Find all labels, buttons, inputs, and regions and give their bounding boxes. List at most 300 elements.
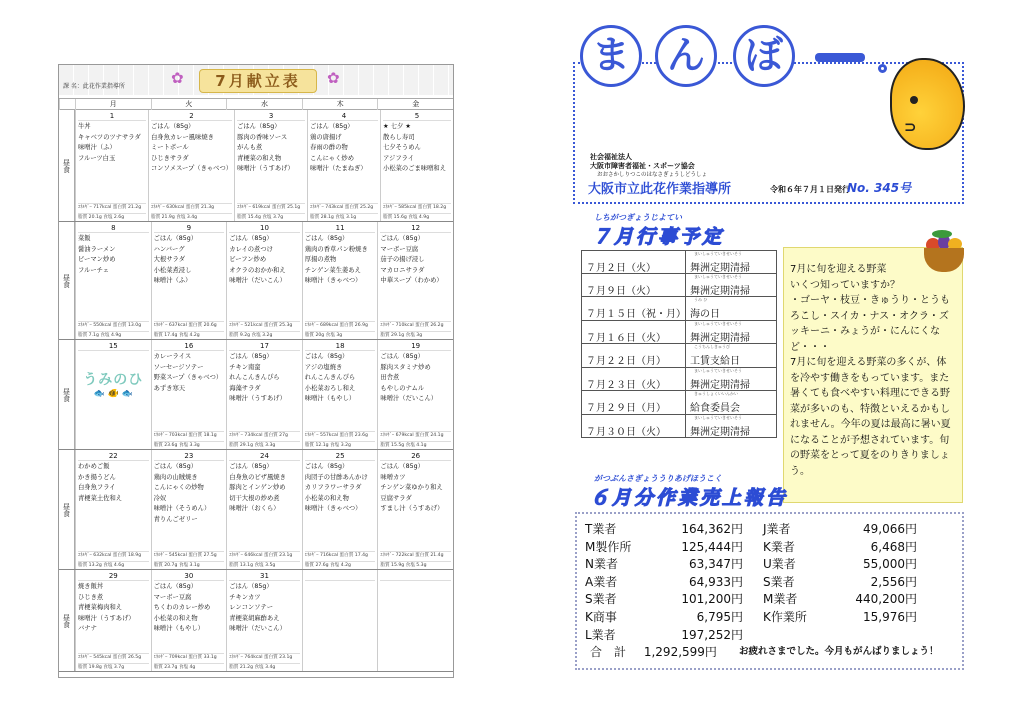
- meal-label: 昼食: [59, 570, 75, 671]
- event-name-cell: [686, 274, 778, 297]
- dish: 厚揚の煮物: [304, 256, 337, 263]
- event-name: 舞洲定期清掃: [690, 379, 750, 391]
- total-value: 1,292,599円: [643, 645, 717, 659]
- sales-amount: 164,362円: [681, 522, 743, 536]
- dish: 醤油ラーメン: [78, 245, 116, 253]
- nutrition-fat-salt: 脂質 15.5g 食塩 4.1g: [380, 441, 451, 448]
- nutrition-energy: ｴﾈﾙｷﾞｰ 585kcal 蛋白質 18.2g: [383, 203, 451, 210]
- dish: フルーツ白玉: [78, 154, 116, 162]
- nutrition-energy: ｴﾈﾙｷﾞｰ 550kcal 蛋白質 13.0g: [78, 321, 149, 328]
- menu-day: [75, 340, 151, 449]
- veg-question: いくつ知っていますか？: [790, 279, 900, 291]
- dish: 味噌汁（ふ）: [153, 277, 192, 284]
- day-number: 16: [154, 341, 225, 351]
- event-name: 海の日: [690, 309, 720, 320]
- dish: ごはん（85g）: [304, 235, 349, 242]
- sales-amount: 2,556円: [870, 574, 917, 589]
- nutrition-energy: ｴﾈﾙｷﾞｰ 710kcal 蛋白質 26.2g: [380, 321, 451, 328]
- event-name: 舞洲定期清掃: [690, 426, 750, 438]
- sunfish-icon: ⊃: [890, 58, 965, 150]
- dish: チンゲン菜ゆかり和え: [380, 484, 443, 491]
- dish: 味噌汁（うすあげ）: [229, 395, 286, 402]
- menu-day: [151, 570, 227, 671]
- sales-vendor: K作業所: [763, 610, 807, 624]
- day-number: 15: [78, 341, 149, 351]
- menu-day: [234, 110, 307, 221]
- event-date: ７月９日（火）: [582, 274, 686, 297]
- sales-vendor: K商事: [585, 610, 617, 624]
- menu-day: [302, 570, 378, 671]
- nutrition-energy: ｴﾈﾙｷﾞｰ 722kcal 蛋白質 21.4g: [380, 551, 451, 558]
- fish-icon: 🐟 🐠 🐟: [93, 389, 133, 399]
- dish: ちくわのカレー炒め: [153, 604, 211, 611]
- event-date: ７月２日（火）: [582, 251, 686, 274]
- dish: 青りんごゼリー: [153, 515, 198, 523]
- menu-day: [75, 110, 148, 221]
- nutrition-energy: ｴﾈﾙｷﾞｰ 619kcal 蛋白質 25.1g: [237, 203, 305, 210]
- nutrition-fat-salt: 脂質 12.1g 食塩 3.2g: [305, 441, 376, 448]
- meal-label: 昼食: [59, 340, 75, 449]
- menu-day: [380, 110, 453, 221]
- weekday-label: 木: [302, 99, 378, 110]
- menu-day: [302, 450, 378, 569]
- dish: 野菜スープ（きゃべつ）: [153, 374, 223, 381]
- dish: ごはん（85g）: [229, 463, 273, 470]
- nutrition-fat-salt: 脂質 20.7g 食塩 3.1g: [154, 561, 225, 568]
- menu-day: [377, 450, 453, 569]
- dish: 小松菜のごま味噌和え: [383, 165, 446, 172]
- sales-amount: 64,933円: [689, 574, 743, 589]
- menu-week: [59, 110, 453, 222]
- logo-dot: [878, 64, 887, 73]
- veg-heading: 7月に旬を迎える野菜: [790, 264, 887, 275]
- dish: 豚肉とインゲン炒め: [229, 484, 286, 491]
- nutrition-energy: ｴﾈﾙｷﾞｰ 716kcal 蛋白質 17.4g: [305, 551, 376, 558]
- lunch-menu: [58, 64, 454, 678]
- dish: ごはん（85g）: [380, 463, 424, 470]
- dish: 焼き飯丼: [78, 583, 104, 590]
- nutrition-fat-salt: 脂質 17.4g 食塩 4.2g: [154, 331, 225, 338]
- dish: 小松菜煮浸し: [153, 266, 192, 274]
- nutrition-energy: ｴﾈﾙｷﾞｰ 545kcal 蛋白質 27.5g: [154, 551, 225, 558]
- nutrition-energy: ｴﾈﾙｷﾞｰ 557kcal 蛋白質 23.6g: [305, 431, 376, 438]
- dish: 散らし寿司: [383, 133, 415, 141]
- dish: チキン南蛮: [229, 363, 261, 371]
- menu-day: [151, 450, 227, 569]
- menu-day: [151, 340, 227, 449]
- dish: 青梗菜胡麻酢あえ: [229, 614, 280, 622]
- dish: ごはん（85g）: [153, 463, 198, 470]
- event-name-cell: [686, 344, 778, 367]
- menu-day: [377, 222, 453, 339]
- dish: 味噌汁（おくら）: [229, 505, 280, 512]
- umi-no-hi-label: うみのひ: [83, 372, 144, 388]
- day-number: 10: [229, 223, 300, 233]
- dish: 中華スープ（わかめ）: [380, 277, 443, 284]
- dish: 豚肉スタミナ炒め: [380, 363, 431, 371]
- nutrition-energy: ｴﾈﾙｷﾞｰ 734kcal 蛋白質 27g: [229, 431, 300, 438]
- dish: ごはん（85g）: [153, 235, 198, 242]
- dish: 鶏の唐揚げ: [310, 133, 342, 141]
- sales-amount: 6,795円: [696, 610, 743, 624]
- dish: ひじき煮: [78, 593, 104, 601]
- event-row: [581, 415, 777, 439]
- nutrition-fat-salt: 脂質 21.9g 食塩 3.4g: [151, 213, 232, 220]
- dish: 味噌汁（ふ）: [78, 144, 116, 151]
- event-row: [581, 274, 777, 298]
- dish: アジフライ: [383, 154, 415, 162]
- day-number: 25: [305, 451, 376, 461]
- sales-vendor: U業者: [763, 557, 796, 572]
- nutrition-energy: ｴﾈﾙｷﾞｰ 679kcal 蛋白質 24.1g: [380, 431, 451, 438]
- event-name-cell: [686, 391, 778, 414]
- sales-vendor: N業者: [585, 557, 618, 572]
- sales-vendor: S業者: [585, 592, 617, 607]
- dish: 青梗菜の和え物: [237, 154, 282, 162]
- sales-vendor: K業者: [763, 539, 795, 554]
- day-number: 8: [78, 223, 149, 233]
- nutrition-energy: ｴﾈﾙｷﾞｰ 764kcal 蛋白質 23.1g: [229, 653, 300, 660]
- sales-amount: 101,200円: [681, 592, 743, 607]
- dish: ごはん（85g）: [229, 353, 273, 360]
- nutrition-energy: ｴﾈﾙｷﾞｰ 709kcal 蛋白質 33.1g: [154, 653, 225, 660]
- event-name-cell: [686, 297, 778, 320]
- sales-title: ６月分作業売上報告: [590, 487, 789, 509]
- nutrition-fat-salt: 脂質 28.1g 食塩 3.1g: [310, 213, 378, 220]
- menu-week: [59, 570, 453, 672]
- menu-day: [148, 110, 234, 221]
- event-ruby: こうちんしきゅうび: [694, 344, 730, 349]
- dish: 白身魚カレー風味焼き: [150, 133, 214, 141]
- dish: 菜飯: [78, 235, 91, 242]
- dish: ごはん（85g）: [304, 463, 349, 470]
- nutrition-energy: ｴﾈﾙｷﾞｰ 630kcal 蛋白質 21.3g: [151, 203, 232, 210]
- vegetable-column: [783, 247, 963, 503]
- nutrition-fat-salt: 脂質 20g 食塩 3g: [305, 331, 376, 338]
- day-number: 24: [229, 451, 300, 461]
- nutrition-fat-salt: 脂質 19.8g 食塩 3.7g: [78, 663, 149, 670]
- event-date: ７月３０日（火）: [582, 415, 686, 438]
- menu-day: [75, 450, 151, 569]
- dish: 茄子の揚げ浸し: [380, 256, 425, 263]
- dish: 味噌汁（そうめん）: [153, 505, 211, 512]
- event-ruby: まいしゅうていきせいそう: [694, 367, 742, 373]
- menu-day: [226, 222, 302, 339]
- weekday-label: 水: [226, 99, 302, 110]
- dish: ごはん（85g）: [380, 353, 424, 360]
- day-number: 11: [305, 223, 376, 233]
- dish: 小松菜おろし和え: [304, 384, 356, 392]
- dish: 豆腐サラダ: [380, 494, 412, 502]
- dish: ごはん（85g）: [229, 235, 273, 242]
- sales-vendor: A業者: [585, 574, 618, 589]
- dish: 田舎煮: [380, 374, 400, 381]
- dish: 肉団子の甘酢あんかけ: [304, 473, 368, 481]
- menu-org: 課 名：此花作業指導所: [63, 83, 125, 90]
- event-date: ７月１６日（火）: [582, 321, 686, 344]
- sales-vendor: T業者: [585, 522, 617, 536]
- events-table: [581, 250, 777, 438]
- dish: 春雨の酢の物: [310, 144, 348, 151]
- day-number: 17: [229, 341, 300, 351]
- day-number: 26: [380, 451, 451, 461]
- dish: ピーマン炒め: [78, 256, 116, 263]
- event-ruby: まいしゅうていきせいそう: [694, 320, 742, 326]
- nutrition-fat-salt: 脂質 7.1g 食塩 4.9g: [78, 331, 149, 338]
- event-ruby: うみ ひ: [694, 297, 708, 302]
- dish: こんにゃく炒め: [310, 154, 354, 162]
- day-number: 4: [310, 111, 378, 121]
- day-number: 2: [151, 111, 232, 121]
- dish: れんこんきんぴら: [229, 374, 280, 381]
- dish: 小松菜の和え物: [153, 614, 198, 622]
- day-number: 30: [154, 571, 225, 581]
- dish: マーボー豆腐: [380, 245, 419, 253]
- nutrition-energy: ｴﾈﾙｷﾞｰ 703kcal 蛋白質 18.1g: [154, 431, 225, 438]
- menu-day: [377, 570, 453, 671]
- nutrition-fat-salt: 脂質 29.1g 食塩 3.3g: [229, 441, 300, 448]
- dish: ソーセージソテー: [153, 363, 204, 371]
- event-name-cell: [686, 251, 778, 274]
- thanks-message: お疲れさまでした。今月もがんばりましょう！: [739, 646, 939, 657]
- dish: 味噌汁（たまねぎ）: [310, 165, 367, 172]
- dish: ビーフン炒め: [229, 256, 267, 263]
- event-date: ７月２３日（火）: [582, 368, 686, 391]
- sales-total: [590, 643, 717, 660]
- dish: フルーチェ: [78, 266, 110, 274]
- nutrition-fat-salt: 脂質 27.6g 食塩 4.2g: [305, 561, 376, 568]
- dish: わかめご飯: [78, 463, 110, 470]
- dish: 白身魚フライ: [78, 484, 116, 491]
- logo-char: ぼ: [733, 25, 795, 87]
- day-number: 23: [154, 451, 225, 461]
- sales-vendor: L業者: [585, 627, 616, 642]
- event-row: [581, 368, 777, 392]
- veg-body: 7月に旬を迎える野菜の多くが、体を冷やす働きをもっています。また暑くても食べやすい料理にできる野菜が多いのも、特徴といえるかもしれません。今年の夏は最高に暑い夏になることが予想されています。旬の野菜をとって夏をのりきりましょう。: [790, 357, 951, 477]
- sales-vendor: S業者: [763, 574, 795, 589]
- nutrition-fat-salt: 脂質 23.6g 食塩 3.3g: [154, 441, 225, 448]
- event-name-cell: [686, 368, 778, 391]
- flower-icon: ✿: [171, 69, 184, 87]
- nutrition-fat-salt: 脂質 13.2g 食塩 4.6g: [78, 561, 149, 568]
- dish: ごはん（85g）: [310, 123, 354, 130]
- dish: ごはん（85g）: [229, 583, 273, 590]
- dish: 味噌汁（きゃべつ）: [304, 505, 362, 512]
- menu-day: [226, 340, 302, 449]
- dish: 大根サラダ: [153, 256, 186, 263]
- sales-amount: 440,200円: [855, 592, 917, 607]
- dish: 味噌汁（もやし）: [304, 395, 356, 402]
- nutrition-energy: ｴﾈﾙｷﾞｰ 637kcal 蛋白質 20.6g: [154, 321, 225, 328]
- dish: あずき寒天: [153, 384, 186, 392]
- dish: 牛丼: [78, 123, 91, 130]
- event-date: ７月２２日（月）: [582, 344, 686, 367]
- dish: ハンバーグ: [153, 245, 185, 253]
- dish: ごはん（85g）: [380, 235, 424, 242]
- nutrition-energy: ｴﾈﾙｷﾞｰ 646kcal 蛋白質 23.1g: [229, 551, 300, 558]
- day-number: 5: [383, 111, 451, 121]
- office-ruby: おおさかしりつこのはなさぎょうしどうしょ: [597, 172, 708, 178]
- menu-day: [302, 340, 378, 449]
- day-number: 22: [78, 451, 149, 461]
- nutrition-fat-salt: 脂質 9.2g 食塩 3.2g: [229, 331, 300, 338]
- day-number: 1: [78, 111, 146, 121]
- dish: がんも煮: [237, 144, 263, 151]
- nutrition-fat-salt: 脂質 29.1g 食塩 3g: [380, 331, 451, 338]
- nutrition-energy: ｴﾈﾙｷﾞｰ 545kcal 蛋白質 26.5g: [78, 653, 149, 660]
- event-row: [581, 250, 777, 274]
- sales-amount: 197,252円: [681, 627, 743, 642]
- dish: こんにゃくの炒物: [153, 484, 204, 491]
- dish: 切干大根の炒め煮: [229, 494, 280, 502]
- event-name: 舞洲定期清掃: [690, 332, 750, 344]
- dish: 小松菜の和え物: [304, 494, 349, 502]
- dish: すまし汁（うすあげ）: [380, 505, 444, 512]
- day-number: 18: [305, 341, 376, 351]
- dish: オクラのおかか和え: [229, 266, 286, 274]
- veg-list: ・ゴーヤ・枝豆・きゅうり・とうもろこし・スイカ・ナス・オクラ・ズッキーニ・みょうが・にんにくなど・・・: [790, 295, 950, 353]
- org-assoc: 大阪市障害者福祉・スポーツ協会: [590, 162, 695, 170]
- day-number: 9: [154, 223, 225, 233]
- dish: 味噌汁（だいこん）: [229, 277, 286, 284]
- dish: カレーライス: [153, 353, 192, 360]
- nutrition-fat-salt: 脂質 15.9g 食塩 5.3g: [380, 561, 451, 568]
- dish: 味噌汁（きゃべつ）: [304, 277, 362, 284]
- menu-day: [151, 222, 227, 339]
- event-ruby: きゅうしょくいいんかい: [694, 391, 738, 396]
- dish: キャベツのツナサラダ: [78, 133, 141, 141]
- event-date: ７月１５日（祝・月）: [582, 297, 686, 320]
- event-name: 舞洲定期清掃: [690, 285, 750, 297]
- day-number: 29: [78, 571, 149, 581]
- menu-title: 7月献立表: [199, 69, 317, 93]
- nutrition-energy: ｴﾈﾙｷﾞｰ 743kcal 蛋白質 25.2g: [310, 203, 378, 210]
- nutrition-energy: ｴﾈﾙｷﾞｰ 521kcal 蛋白質 25.3g: [229, 321, 300, 328]
- dish: 海藻サラダ: [229, 384, 261, 392]
- sales-ruby: がつぶんさぎょううりあげほうこく: [594, 474, 722, 483]
- menu-day: [302, 222, 378, 339]
- events-title: ７月行事予定: [592, 226, 725, 248]
- issue-number: No. 345号: [847, 181, 912, 195]
- menu-day: [226, 570, 302, 671]
- dish: マカロニサラダ: [380, 266, 425, 274]
- weekday-label: 金: [377, 99, 453, 110]
- meal-label: 昼食: [59, 222, 75, 339]
- dish: 青梗菜梅肉和え: [78, 604, 123, 611]
- events-ruby: しちがつぎょうじよてい: [594, 213, 682, 222]
- weekday-header: [59, 98, 453, 110]
- dish: ★ 七夕 ★: [383, 123, 411, 130]
- logo-dash: [815, 53, 865, 62]
- menu-day: [75, 570, 151, 671]
- dish: チキンカツ: [229, 593, 261, 601]
- dish: バナナ: [78, 625, 97, 632]
- dish: 七夕そうめん: [383, 144, 421, 151]
- event-row: [581, 321, 777, 345]
- dish: 冷奴: [153, 494, 167, 502]
- sales-amount: 125,444円: [681, 539, 743, 554]
- dish: 味噌カツ: [380, 473, 406, 481]
- dish: かき揚うどん: [78, 473, 116, 481]
- dish: ひじきサラダ: [150, 154, 189, 162]
- dish: れんこんきんぴら: [304, 374, 356, 381]
- nutrition-fat-salt: 脂質 20.1g 食塩 2.6g: [78, 213, 146, 220]
- sales-vendor: M製作所: [585, 539, 632, 554]
- event-name: 工賃支給日: [690, 356, 740, 367]
- sales-amount: 49,066円: [863, 522, 917, 536]
- event-ruby: まいしゅうていきせいそう: [694, 414, 742, 420]
- dish: カリフラワーサラダ: [304, 484, 362, 491]
- event-name-cell: [686, 415, 778, 438]
- sales-vendor: M業者: [763, 592, 798, 607]
- logo-char: ま: [580, 25, 642, 87]
- event-ruby: まいしゅうていきせいそう: [694, 251, 742, 256]
- office-name: 大阪市立此花作業指導所: [588, 182, 732, 197]
- menu-day: [377, 340, 453, 449]
- nutrition-fat-salt: 脂質 15.6g 食塩 4.9g: [383, 213, 451, 220]
- menu-day: [75, 222, 151, 339]
- nutrition-fat-salt: 脂質 15.4g 食塩 3.7g: [237, 213, 305, 220]
- menu-grid: [59, 98, 453, 672]
- nutrition-energy: ｴﾈﾙｷﾞｰ 717kcal 蛋白質 21.2g: [78, 203, 146, 210]
- dish: 味噌汁（だいこん）: [229, 625, 286, 632]
- day-number: 12: [380, 223, 451, 233]
- day-number: 19: [380, 341, 451, 351]
- dish: 鶏肉の山賊焼き: [153, 473, 198, 481]
- dish: アジの塩焼き: [304, 363, 343, 371]
- sales-amount: 55,000円: [863, 557, 917, 572]
- sales-amount: 6,468円: [870, 539, 917, 554]
- event-row: [581, 391, 777, 415]
- meal-label: 昼食: [59, 110, 75, 221]
- dish: 豚肉の香味ソース: [237, 133, 288, 141]
- event-name: 舞洲定期清掃: [690, 263, 750, 274]
- day-number: [380, 571, 451, 581]
- dish: カレイの煮つけ: [229, 245, 273, 253]
- umi-no-hi-art: [78, 369, 149, 399]
- menu-day: [307, 110, 380, 221]
- dish: 味噌汁（もやし）: [153, 625, 204, 632]
- dish: 味噌汁（だいこん）: [380, 395, 438, 402]
- logo-char: ん: [655, 25, 717, 87]
- flower-icon: ✿: [327, 69, 340, 87]
- menu-week: [59, 450, 453, 570]
- dish: ごはん（85g）: [153, 583, 198, 590]
- event-date: ７月２９日（月）: [582, 391, 686, 414]
- sales-report: [575, 512, 964, 670]
- total-label: 合 計: [590, 645, 627, 659]
- event-row: [581, 297, 777, 321]
- nutrition-energy: ｴﾈﾙｷﾞｰ 632kcal 蛋白質 18.9g: [78, 551, 149, 558]
- weekday-label: 火: [151, 99, 227, 110]
- dish: 青梗菜土佐和え: [78, 494, 123, 502]
- dish: 鶏肉の香草パン粉焼き: [304, 245, 368, 253]
- sales-vendor: J業者: [763, 522, 791, 536]
- dish: コンソメスープ（きゃべつ）: [150, 165, 233, 172]
- vegetable-basket-icon: [922, 234, 966, 272]
- dish: ごはん（85g）: [237, 123, 281, 130]
- day-number: 31: [229, 571, 300, 581]
- issue-date: 令和６年７月１日発行: [770, 185, 850, 194]
- dish: 味噌汁（うすあげ）: [78, 614, 135, 622]
- dish: チンゲン菜生姜あえ: [304, 266, 361, 274]
- sales-amount: 15,976円: [863, 610, 917, 624]
- org-name: 社会福祉法人: [590, 153, 632, 161]
- weekday-label: 月: [75, 99, 151, 110]
- event-row: [581, 344, 777, 368]
- dish: マーボー豆腐: [153, 593, 192, 601]
- menu-week: [59, 222, 453, 340]
